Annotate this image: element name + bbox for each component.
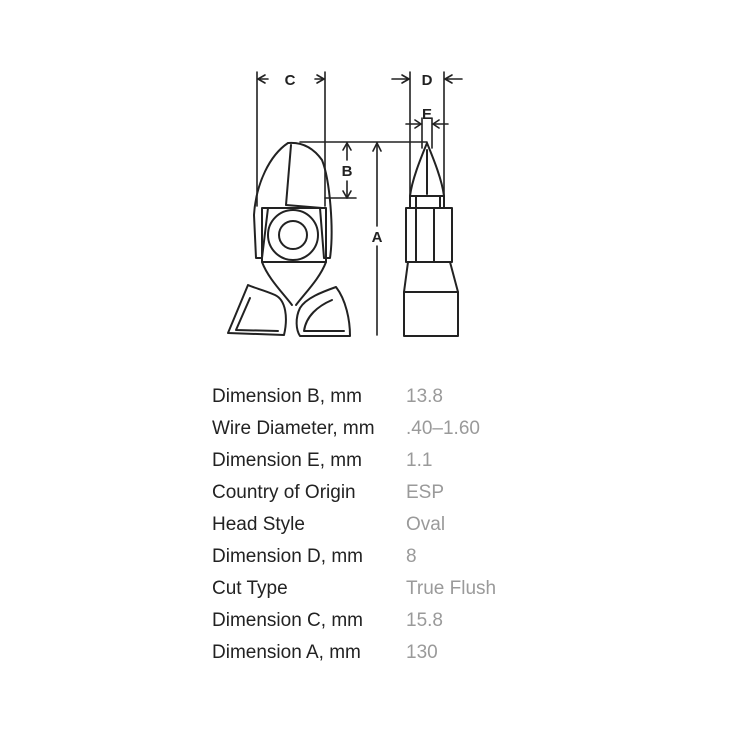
pivot-outer bbox=[268, 210, 318, 260]
spec-row bbox=[212, 381, 496, 413]
spec-row bbox=[212, 541, 496, 573]
spec-label: Dimension B, mm bbox=[212, 386, 362, 407]
spec-label: Dimension E, mm bbox=[212, 450, 362, 471]
pliers-dimension-diagram bbox=[0, 0, 730, 360]
spec-value: 130 bbox=[406, 642, 438, 663]
dimension-label-a: A bbox=[371, 229, 383, 246]
dimension-label-d: D bbox=[421, 72, 433, 89]
spec-value: True Flush bbox=[406, 578, 497, 599]
dimension-label-c: C bbox=[284, 72, 296, 89]
pliers-front-view bbox=[228, 143, 350, 336]
specifications-table bbox=[212, 381, 496, 669]
spec-row bbox=[212, 477, 496, 509]
spec-label: Wire Diameter, mm bbox=[212, 418, 375, 439]
pivot-inner bbox=[279, 221, 307, 249]
spec-label: Dimension D, mm bbox=[212, 546, 363, 567]
spec-row bbox=[212, 573, 496, 605]
spec-value: 15.8 bbox=[406, 610, 443, 631]
dimension-label-e: E bbox=[421, 106, 433, 123]
spec-label: Country of Origin bbox=[212, 482, 356, 503]
spec-row bbox=[212, 637, 496, 669]
spec-row bbox=[212, 445, 496, 477]
spec-label: Cut Type bbox=[212, 578, 288, 599]
jaw-outline bbox=[254, 143, 332, 258]
spec-value: .40–1.60 bbox=[406, 418, 480, 439]
spec-row bbox=[212, 509, 496, 541]
spec-value: 8 bbox=[406, 546, 417, 567]
pivot-housing bbox=[262, 208, 326, 262]
dimension-label-b: B bbox=[341, 163, 353, 180]
spec-label: Head Style bbox=[212, 514, 305, 535]
pliers-side-view bbox=[404, 143, 458, 336]
spec-value: ESP bbox=[406, 482, 445, 503]
spec-label: Dimension C, mm bbox=[212, 610, 363, 631]
spec-value: 1.1 bbox=[406, 450, 433, 471]
cutting-edge bbox=[286, 145, 291, 205]
spec-value: Oval bbox=[406, 514, 446, 535]
spec-label: Dimension A, mm bbox=[212, 642, 361, 663]
spec-row bbox=[212, 413, 496, 445]
spec-value: 13.8 bbox=[406, 386, 443, 407]
side-handle bbox=[404, 262, 458, 336]
side-pivot bbox=[406, 208, 452, 262]
spec-row bbox=[212, 605, 496, 637]
